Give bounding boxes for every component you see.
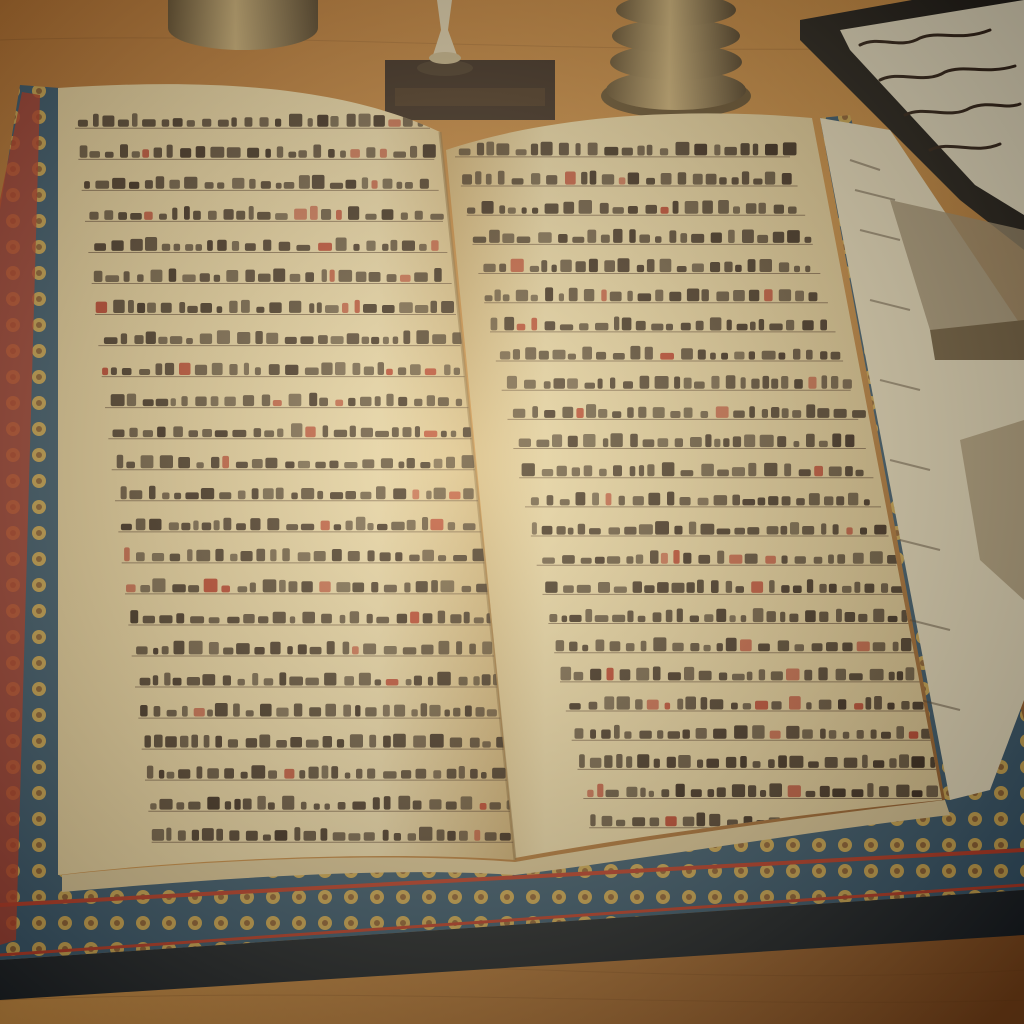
brass-candlestick: [168, 0, 318, 50]
stacked-brass-weights: [601, 0, 751, 118]
open-manuscript: [58, 84, 964, 892]
